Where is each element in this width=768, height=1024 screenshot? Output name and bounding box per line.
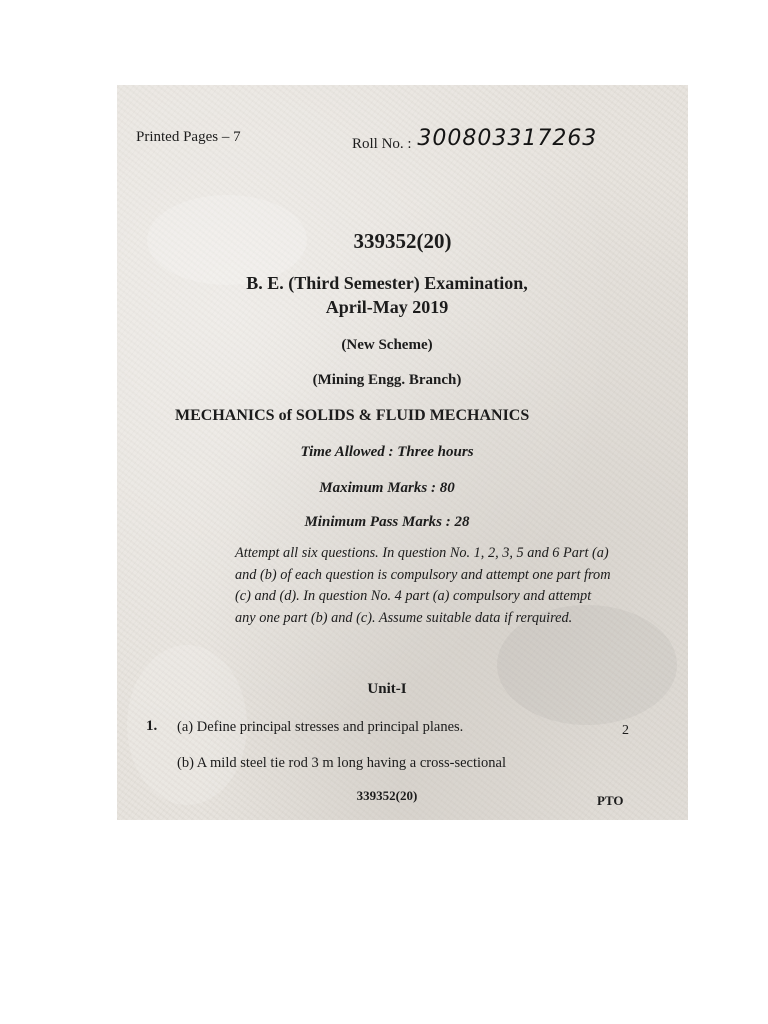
roll-number-value: 300803317263 — [417, 126, 598, 151]
exam-paper-photo — [117, 85, 688, 820]
time-allowed: Time Allowed : Three hours — [300, 444, 474, 460]
minimum-pass-marks: Minimum Pass Marks : 28 — [304, 514, 470, 530]
printed-pages: Printed Pages – 7 — [136, 129, 241, 145]
roll-number — [352, 126, 598, 154]
pto-label: PTO — [597, 793, 624, 808]
exam-title: B. E. (Third Semester) Examination, — [246, 273, 528, 293]
question-1a-marks: 2 — [622, 723, 629, 738]
paper-code: 339352(20) — [353, 229, 452, 253]
question-number: 1. — [146, 718, 158, 734]
instructions: Attempt all six questions. In question No. 1, 2, 3, 5 and 6 Part (a) and (b) of each question is compulsory and attempt one part from (c) and (d). In question No. 4 part (a) compulsory and attempt any one part (b) and (c). Assume suitable data if rerquired. — [235, 545, 611, 626]
maximum-marks: Maximum Marks : 80 — [319, 480, 455, 496]
exam-session: April-May 2019 — [325, 297, 449, 317]
question-1a: (a) Define principal stresses and principal planes. — [177, 719, 464, 735]
subject-title: MECHANICS of SOLIDS & FLUID MECHANICS — [175, 407, 530, 424]
question-1b: (b) A mild steel tie rod 3 m long having a cross-sectional — [177, 755, 507, 771]
footer-paper-code: 339352(20) — [356, 788, 418, 803]
scheme: (New Scheme) — [341, 337, 433, 353]
unit-heading: Unit-I — [367, 681, 407, 697]
branch: (Mining Engg. Branch) — [312, 372, 462, 388]
roll-number-label: Roll No. : — [352, 136, 412, 152]
